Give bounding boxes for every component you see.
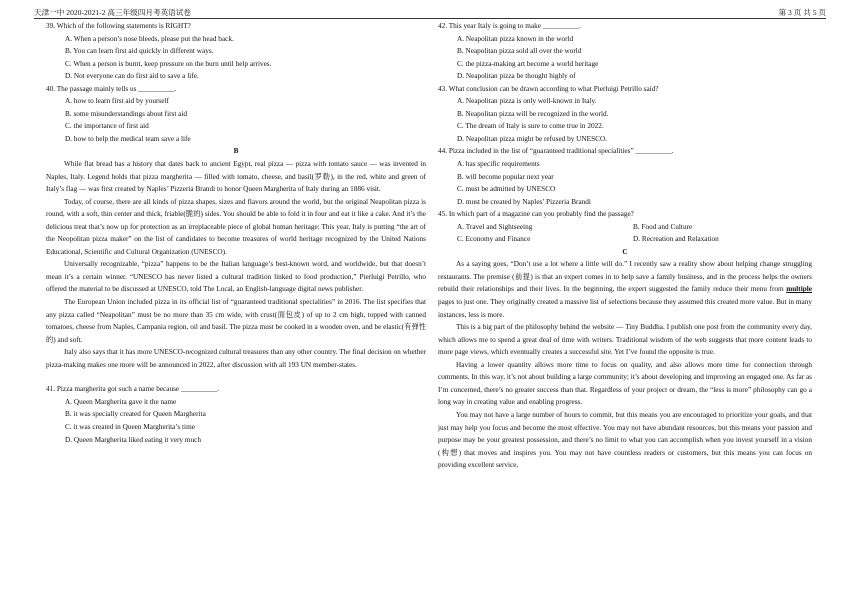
passage-c-emphasized-word: multiple	[786, 285, 812, 294]
question-39-option-d: D. Not everyone can do first aid to save a life.	[65, 72, 199, 81]
question-45-options-row-1	[438, 221, 812, 234]
question-44-option-a: A. has specific requirements	[457, 160, 540, 169]
question-43-option-b: B. Neapolitan pizza will be recognized in the world.	[457, 109, 609, 118]
section-b-heading: B	[233, 147, 239, 156]
question-39-option-a: A. When a person’s nose bleeds, please put the head back.	[65, 34, 234, 43]
question-42-option-b: B. Neapolitan pizza sold all over the world	[457, 47, 582, 56]
passage-c-paragraph-1	[438, 258, 812, 321]
section-c-heading: C	[622, 247, 628, 256]
passage-b-paragraph-2: Today, of course, there are all kinds of pizza shapes, sizes and flavors around the world, but the original Neapolitan pizza is round, with a soft, thin center and thick, friable(脆的) sides. You should be able to fold it in four and eat it like a cake. And it’s the delicious treat that’s now up for protection as an irreplaceable piece of global human heritage: This year, Italy is putting “the art of the Neopolitan pizza maker” on the list of candidates to become treasures of world heritage recognized by the United Nations Educational, Scientific and Cultural Organization (UNESCO).	[46, 197, 426, 256]
question-44-option-c: C. must be admitted by UNESCO	[457, 185, 556, 194]
left-column	[46, 20, 426, 446]
question-45-option-b: B. Food and Culture	[633, 222, 693, 231]
question-39-stem: 39. Which of the following statements is RIGHT?	[46, 22, 191, 30]
question-40-option-d: D. how to help the medical team save a life	[65, 134, 191, 143]
question-40-option-a: A. how to learn first aid by yourself	[65, 97, 169, 106]
question-43-option-d: D. Neapolitan pizza might be refused by UNESCO.	[457, 134, 607, 143]
question-43-option-c: C. The dream of Italy is sure to come true in 2022.	[457, 122, 604, 131]
passage-b-paragraph-3: Universally recognizable, “pizza” happens to be the Italian language’s best-known word, and worldwide, but that doesn’t mean it’s a certain winner. “UNESCO has never listed a cultural tradition linked to food production,” Pierluigi Petrillo, who offered the material to be discussed at UNESCO, told The Local, an English-language digital news publisher.	[46, 260, 426, 294]
question-43-option-a: A. Neapolitan pizza is only well-known in Italy.	[457, 97, 597, 106]
header-school-title: 天津一中 2020-2021-2 高三年级四月考英语试卷	[34, 7, 191, 17]
passage-c-p1-text-before: As a saying goes, “Don’t use a lot where a little will do.” I recently saw a reality show about helping change struggling restaurants. The premise (前提) is that an expert comes in to help save a family business, and in the process helps the owners rebuild their relationships and their lives. In the beginning, the expert suggested the family reduce their menu from	[438, 260, 812, 294]
passage-c-paragraph-2: This is a big part of the philosophy behind the website — Tiny Buddha. I publish one post from the community every day, which allows me to spend a great deal of time with writers. Traditional wisdom of the web suggests that more content leads to more page views, which eventually creates a successful site. Yet I’ve found the opposite is true.	[438, 323, 812, 357]
question-41-option-a: A. Queen Margherita gave it the name	[65, 397, 177, 406]
question-44-stem: 44. Pizza included in the list of “guaranteed traditional specialities” __________.	[438, 147, 674, 156]
question-39-option-c: C. When a person is burnt, keep pressure on the burn until help arrives.	[65, 59, 272, 68]
passage-b-paragraph-4: The European Union included pizza in its official list of “guaranteed traditional specialities” in 2016. The list specifies that any pizza called “Neapolitan” must be no more than 35 cm wide, with crust(面包皮) of up to 2 cm high, topped with canned tomatoes, cheese from Naples, Campania region, oil and basil. The pizza must be cooked in a wooden oven, and be elastic(有弹性的) and soft.	[46, 298, 426, 344]
passage-b-paragraph-1: While flat bread has a history that dates back to ancient Egypt, real pizza — pizza with tomato sauce — was invented in Naples, Italy. Legend holds that pizza margherita — filled with tomato, cheese, and basil(罗勒), in the red, white and green of Italy’s flag — was first created by Naples’ Pizzeria Brandi to honor Queen Margherita of Italy during an 1886 visit.	[46, 160, 426, 194]
spacer	[46, 371, 426, 383]
question-44-option-d: D. must be created by Naples’ Pizzeria Brandi	[457, 197, 591, 206]
question-43-stem: 43. What conclusion can be drawn according to what Pierluigi Petrillo said?	[438, 84, 659, 93]
passage-c-paragraph-4: You may not have a large number of hours to commit, but this means you are encouraged to prioritize your goals, and that just may help you focus and become the most effective. You may not have abundant resources, but this means your passion and purpose may be your greatest possession, and there’s no limit to what you can accomplish when you invest yourself in a vision (构想) that moves and inspires you. You may not have countless readers or customers, but this means you can focus on providing excellent service,	[438, 410, 812, 470]
question-42-stem: 42. This year Italy is going to make __________.	[438, 22, 581, 30]
question-41-option-d: D. Queen Margherita liked eating it very much	[65, 435, 201, 444]
header-page-number: 第 3 页 共 5 页	[778, 7, 826, 17]
question-42-option-a: A. Neapolitan pizza known in the world	[457, 34, 574, 43]
passage-c-p1-text-after: pages to just one. They originally created a massive list of selections because they assumed this created more value. But in many instances, less is more.	[438, 298, 812, 319]
question-45-option-c: C. Economy and Finance	[457, 235, 531, 244]
page-header	[34, 6, 826, 18]
question-40-option-b: B. some misunderstandings about first aid	[65, 109, 188, 118]
question-41-option-c: C. it was created in Queen Margherita’s time	[65, 422, 195, 431]
question-45-option-a: A. Travel and Sightseeing	[457, 222, 533, 231]
question-41-option-b: B. it was specially created for Queen Margherita	[65, 410, 206, 419]
header-divider	[34, 18, 826, 19]
question-40-stem: 40. The passage mainly tells us __________.	[46, 84, 177, 93]
question-45-options-row-2	[438, 233, 812, 246]
passage-b-paragraph-5: Italy also says that it has more UNESCO-recognized cultural treasures than any other country. The final decision on whether pizza-making makes one more will be announced in 2022, after discussion with all 193 UN member-states.	[46, 348, 426, 369]
right-column	[438, 20, 812, 472]
question-42-option-d: D. Neapolitan pizza be thought highly of	[457, 72, 576, 81]
question-40-option-c: C. the importance of first aid	[65, 122, 149, 131]
question-45-option-d: D. Recreation and Relaxation	[633, 235, 719, 244]
passage-c-paragraph-3: Having a lower quantity allows more time to focus on quality, and also allows more time for connection through comments. In this way, it’s not about building a large community; it’s about developing and improving an engaged one. As far as I’m concerned, there’s no greater success than that. Regardless of your project or dream, the “less is more” philosophy can go a long way in creating value and enabling progress.	[438, 360, 812, 407]
question-39-option-b: B. You can learn first aid quickly in different ways.	[65, 47, 214, 56]
question-44-option-b: B. will become popular next year	[457, 172, 554, 181]
question-45-stem: 45. In which part of a magazine can you probably find the passage?	[438, 210, 634, 219]
question-41-stem: 41. Pizza margherita got such a name because __________.	[46, 385, 220, 394]
question-42-option-c: C. the pizza-making art become a world heritage	[457, 59, 599, 68]
